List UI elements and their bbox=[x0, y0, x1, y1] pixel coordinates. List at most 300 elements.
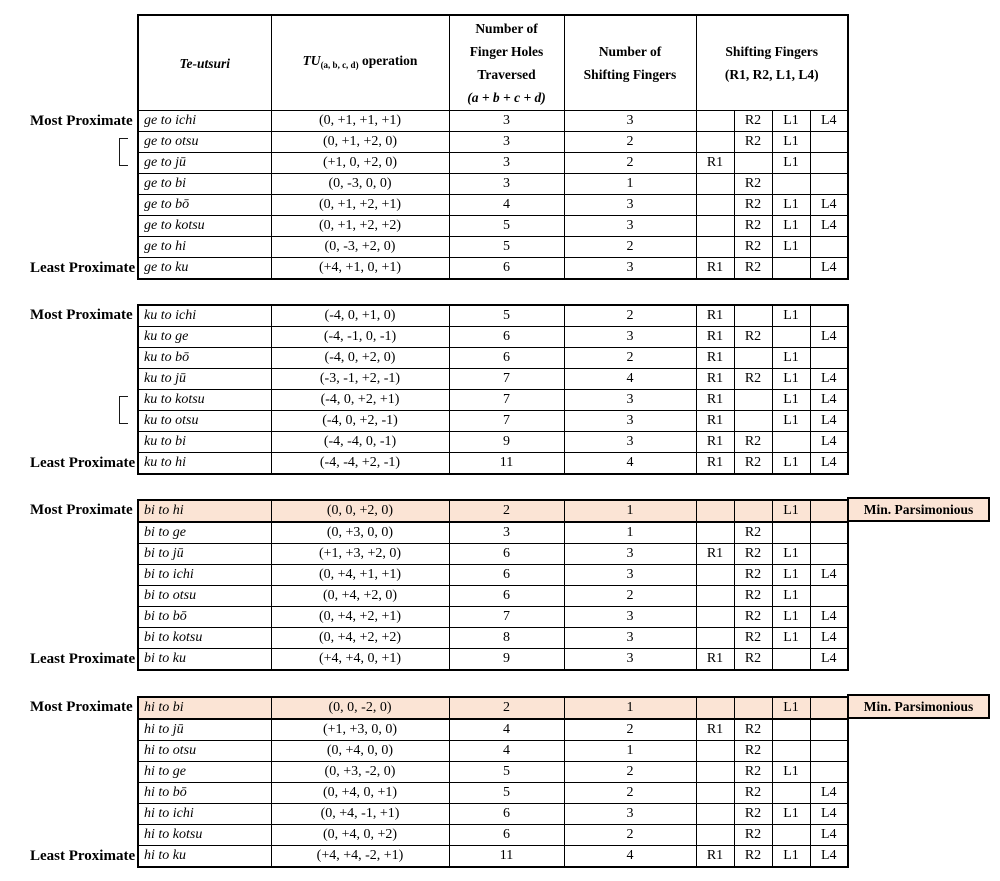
finger-l1-cell: L1 bbox=[772, 369, 810, 390]
col-header-te-utsuri: Te-utsuri bbox=[138, 15, 271, 111]
finger-l1-cell bbox=[772, 783, 810, 804]
finger-r2-cell: R2 bbox=[734, 804, 772, 825]
col-header-tu-operation bbox=[271, 15, 449, 111]
tu-operation-cell: (+4, +4, 0, +1) bbox=[271, 649, 449, 671]
finger-r1-cell: R1 bbox=[696, 544, 734, 565]
transition-table-hi bbox=[0, 696, 1000, 868]
te-utsuri-cell: hi to bō bbox=[138, 783, 271, 804]
finger-r2-cell bbox=[734, 697, 772, 719]
holes-cell: 9 bbox=[449, 432, 564, 453]
holes-cell: 6 bbox=[449, 544, 564, 565]
table-row bbox=[138, 825, 848, 846]
finger-l1-cell: L1 bbox=[772, 762, 810, 783]
tu-operation-cell: (+1, 0, +2, 0) bbox=[271, 153, 449, 174]
tu-operation-cell: (+1, +3, 0, 0) bbox=[271, 719, 449, 741]
finger-l1-cell bbox=[772, 719, 810, 741]
holes-cell: 3 bbox=[449, 132, 564, 153]
tu-operation-cell: (-4, 0, +1, 0) bbox=[271, 305, 449, 327]
finger-r1-cell bbox=[696, 762, 734, 783]
finger-r1-cell bbox=[696, 586, 734, 607]
holes-cell: 4 bbox=[449, 195, 564, 216]
table-row bbox=[138, 628, 848, 649]
col-header-holes-traversed bbox=[449, 15, 564, 111]
finger-r2-cell bbox=[734, 305, 772, 327]
finger-count-cell: 2 bbox=[564, 719, 696, 741]
header-line: (R1, R2, L1, L4) bbox=[724, 67, 819, 82]
col-header-shifting-count bbox=[564, 15, 696, 111]
finger-l4-cell: L4 bbox=[810, 628, 848, 649]
holes-cell: 5 bbox=[449, 762, 564, 783]
te-utsuri-cell: ku to hi bbox=[138, 453, 271, 475]
te-utsuri-cell: bi to ge bbox=[138, 522, 271, 544]
finger-count-cell: 3 bbox=[564, 111, 696, 132]
table-row bbox=[138, 565, 848, 586]
tu-operation-cell: (+4, +4, -2, +1) bbox=[271, 846, 449, 868]
finger-r1-cell: R1 bbox=[696, 348, 734, 369]
finger-l4-cell bbox=[810, 697, 848, 719]
te-utsuri-cell: bi to otsu bbox=[138, 586, 271, 607]
table-row bbox=[138, 153, 848, 174]
tu-operation-cell: (-4, -4, +2, -1) bbox=[271, 453, 449, 475]
finger-r2-cell: R2 bbox=[734, 607, 772, 628]
finger-r1-cell: R1 bbox=[696, 432, 734, 453]
finger-r1-cell bbox=[696, 628, 734, 649]
table-row bbox=[138, 390, 848, 411]
finger-r1-cell bbox=[696, 216, 734, 237]
header-line: Number of bbox=[475, 21, 538, 36]
finger-count-cell: 2 bbox=[564, 237, 696, 258]
finger-l1-cell: L1 bbox=[772, 544, 810, 565]
tu-operation-cell: (0, +1, +2, +2) bbox=[271, 216, 449, 237]
finger-l4-cell: L4 bbox=[810, 411, 848, 432]
finger-r2-cell: R2 bbox=[734, 174, 772, 195]
finger-count-cell: 3 bbox=[564, 628, 696, 649]
finger-r1-cell bbox=[696, 783, 734, 804]
te-utsuri-cell: hi to kotsu bbox=[138, 825, 271, 846]
finger-count-cell: 2 bbox=[564, 783, 696, 804]
finger-r1-cell: R1 bbox=[696, 453, 734, 475]
finger-r2-cell: R2 bbox=[734, 586, 772, 607]
finger-l4-cell: L4 bbox=[810, 258, 848, 280]
tu-operation-cell: (0, 0, -2, 0) bbox=[271, 697, 449, 719]
holes-cell: 6 bbox=[449, 804, 564, 825]
finger-l4-cell bbox=[810, 500, 848, 522]
finger-count-cell: 3 bbox=[564, 432, 696, 453]
table-row bbox=[138, 783, 848, 804]
finger-l1-cell bbox=[772, 327, 810, 348]
finger-l1-cell: L1 bbox=[772, 132, 810, 153]
finger-r1-cell bbox=[696, 565, 734, 586]
te-utsuri-cell: hi to ge bbox=[138, 762, 271, 783]
table-row bbox=[138, 607, 848, 628]
finger-r2-cell bbox=[734, 348, 772, 369]
te-utsuri-cell: hi to otsu bbox=[138, 741, 271, 762]
finger-l4-cell: L4 bbox=[810, 111, 848, 132]
table-row bbox=[138, 411, 848, 432]
finger-l1-cell bbox=[772, 258, 810, 280]
tu-operation-cell: (0, -3, 0, 0) bbox=[271, 174, 449, 195]
te-utsuri-cell: bi to bō bbox=[138, 607, 271, 628]
finger-count-cell: 3 bbox=[564, 649, 696, 671]
finger-r2-cell: R2 bbox=[734, 111, 772, 132]
finger-l1-cell bbox=[772, 522, 810, 544]
tu-operation-cell: (0, -3, +2, 0) bbox=[271, 237, 449, 258]
te-utsuri-cell: ku to kotsu bbox=[138, 390, 271, 411]
finger-count-cell: 2 bbox=[564, 348, 696, 369]
transition-table-bi bbox=[0, 499, 1000, 671]
finger-l1-cell: L1 bbox=[772, 586, 810, 607]
finger-l4-cell bbox=[810, 719, 848, 741]
finger-r1-cell: R1 bbox=[696, 153, 734, 174]
group-bracket bbox=[119, 396, 128, 424]
finger-l1-cell: L1 bbox=[772, 237, 810, 258]
finger-r2-cell bbox=[734, 390, 772, 411]
finger-l4-cell bbox=[810, 348, 848, 369]
te-utsuri-cell: ku to otsu bbox=[138, 411, 271, 432]
table-row bbox=[138, 586, 848, 607]
holes-cell: 7 bbox=[449, 369, 564, 390]
header-line: Finger Holes bbox=[469, 44, 544, 59]
finger-r1-cell bbox=[696, 500, 734, 522]
finger-l4-cell bbox=[810, 586, 848, 607]
finger-count-cell: 2 bbox=[564, 305, 696, 327]
table-row bbox=[138, 111, 848, 132]
holes-cell: 8 bbox=[449, 628, 564, 649]
finger-l1-cell bbox=[772, 432, 810, 453]
tu-operation-cell: (-3, -1, +2, -1) bbox=[271, 369, 449, 390]
finger-r2-cell bbox=[734, 411, 772, 432]
table-row bbox=[138, 649, 848, 671]
least-proximate-label: Least Proximate bbox=[30, 651, 136, 667]
table-row bbox=[138, 216, 848, 237]
tu-operation-cell: (-4, 0, +2, +1) bbox=[271, 390, 449, 411]
te-utsuri-cell: hi to ichi bbox=[138, 804, 271, 825]
data-table bbox=[137, 499, 849, 671]
finger-r1-cell: R1 bbox=[696, 846, 734, 868]
transition-table-ge bbox=[0, 14, 1000, 280]
finger-r2-cell: R2 bbox=[734, 195, 772, 216]
data-table bbox=[137, 304, 849, 475]
finger-count-cell: 3 bbox=[564, 607, 696, 628]
finger-r2-cell: R2 bbox=[734, 628, 772, 649]
finger-r2-cell bbox=[734, 500, 772, 522]
finger-count-cell: 1 bbox=[564, 174, 696, 195]
finger-l4-cell bbox=[810, 522, 848, 544]
finger-r1-cell bbox=[696, 111, 734, 132]
finger-r2-cell: R2 bbox=[734, 741, 772, 762]
finger-r2-cell: R2 bbox=[734, 327, 772, 348]
finger-r1-cell: R1 bbox=[696, 390, 734, 411]
finger-r1-cell bbox=[696, 804, 734, 825]
holes-cell: 7 bbox=[449, 607, 564, 628]
tu-operation-cell: (-4, 0, +2, 0) bbox=[271, 348, 449, 369]
te-utsuri-cell: bi to hi bbox=[138, 500, 271, 522]
finger-l1-cell: L1 bbox=[772, 500, 810, 522]
header-line: Traversed bbox=[477, 67, 536, 82]
finger-r2-cell: R2 bbox=[734, 453, 772, 475]
data-table bbox=[137, 696, 849, 868]
finger-r1-cell bbox=[696, 195, 734, 216]
table-row bbox=[138, 174, 848, 195]
te-utsuri-cell: ku to ge bbox=[138, 327, 271, 348]
finger-count-cell: 1 bbox=[564, 741, 696, 762]
holes-cell: 4 bbox=[449, 741, 564, 762]
header-line: Shifting Fingers bbox=[725, 44, 819, 59]
te-utsuri-cell: hi to bi bbox=[138, 697, 271, 719]
holes-cell: 5 bbox=[449, 783, 564, 804]
tu-operation-cell: (0, +4, +1, +1) bbox=[271, 565, 449, 586]
te-utsuri-cell: bi to kotsu bbox=[138, 628, 271, 649]
tu-operation-cell: (0, +4, +2, 0) bbox=[271, 586, 449, 607]
finger-l1-cell: L1 bbox=[772, 305, 810, 327]
finger-count-cell: 3 bbox=[564, 327, 696, 348]
data-table bbox=[137, 14, 849, 280]
finger-l4-cell: L4 bbox=[810, 195, 848, 216]
finger-l4-cell: L4 bbox=[810, 327, 848, 348]
table-row bbox=[138, 305, 848, 327]
finger-count-cell: 3 bbox=[564, 544, 696, 565]
finger-l4-cell: L4 bbox=[810, 804, 848, 825]
finger-l1-cell: L1 bbox=[772, 111, 810, 132]
finger-l1-cell: L1 bbox=[772, 216, 810, 237]
te-utsuri-cell: ku to ichi bbox=[138, 305, 271, 327]
finger-count-cell: 1 bbox=[564, 500, 696, 522]
te-utsuri-cell: ge to hi bbox=[138, 237, 271, 258]
tu-operation-cell: (0, +1, +2, +1) bbox=[271, 195, 449, 216]
least-proximate-label: Least Proximate bbox=[30, 260, 136, 276]
finger-r1-cell bbox=[696, 132, 734, 153]
tu-operation-cell: (-4, -4, 0, -1) bbox=[271, 432, 449, 453]
header-row bbox=[138, 15, 848, 111]
finger-r2-cell: R2 bbox=[734, 258, 772, 280]
finger-count-cell: 4 bbox=[564, 369, 696, 390]
tu-operation-cell: (0, +1, +1, +1) bbox=[271, 111, 449, 132]
finger-r2-cell bbox=[734, 153, 772, 174]
finger-count-cell: 4 bbox=[564, 453, 696, 475]
tu-symbol: TU bbox=[302, 52, 321, 68]
finger-r1-cell: R1 bbox=[696, 327, 734, 348]
finger-r2-cell: R2 bbox=[734, 216, 772, 237]
finger-l1-cell: L1 bbox=[772, 153, 810, 174]
holes-cell: 5 bbox=[449, 216, 564, 237]
tu-operation-cell: (0, +4, -1, +1) bbox=[271, 804, 449, 825]
te-utsuri-cell: hi to ku bbox=[138, 846, 271, 868]
finger-l4-cell bbox=[810, 237, 848, 258]
tu-operation-cell: (0, +4, +2, +1) bbox=[271, 607, 449, 628]
finger-r1-cell bbox=[696, 741, 734, 762]
finger-r2-cell: R2 bbox=[734, 132, 772, 153]
least-proximate-label: Least Proximate bbox=[30, 848, 136, 864]
te-utsuri-cell: ge to otsu bbox=[138, 132, 271, 153]
finger-l4-cell bbox=[810, 153, 848, 174]
finger-l1-cell bbox=[772, 649, 810, 671]
min-parsimonious-badge: Min. Parsimonious bbox=[847, 497, 990, 522]
finger-r1-cell: R1 bbox=[696, 305, 734, 327]
te-utsuri-cell: ku to jū bbox=[138, 369, 271, 390]
finger-r1-cell bbox=[696, 607, 734, 628]
finger-count-cell: 1 bbox=[564, 697, 696, 719]
table-row bbox=[138, 697, 848, 719]
finger-r2-cell: R2 bbox=[734, 783, 772, 804]
header-line: Number of bbox=[598, 44, 662, 59]
most-proximate-label: Most Proximate bbox=[30, 699, 133, 715]
group-bracket bbox=[119, 138, 128, 166]
te-utsuri-cell: bi to jū bbox=[138, 544, 271, 565]
tu-operation-cell: (0, +4, +2, +2) bbox=[271, 628, 449, 649]
te-utsuri-cell: ku to bō bbox=[138, 348, 271, 369]
finger-l1-cell bbox=[772, 825, 810, 846]
table-row bbox=[138, 544, 848, 565]
table-row bbox=[138, 453, 848, 475]
finger-r2-cell: R2 bbox=[734, 846, 772, 868]
table-row bbox=[138, 348, 848, 369]
table-row bbox=[138, 741, 848, 762]
holes-cell: 6 bbox=[449, 586, 564, 607]
finger-l4-cell: L4 bbox=[810, 369, 848, 390]
finger-l4-cell: L4 bbox=[810, 825, 848, 846]
finger-r2-cell: R2 bbox=[734, 825, 772, 846]
finger-r2-cell: R2 bbox=[734, 369, 772, 390]
table-row bbox=[138, 846, 848, 868]
most-proximate-label: Most Proximate bbox=[30, 307, 133, 323]
holes-cell: 3 bbox=[449, 111, 564, 132]
holes-cell: 4 bbox=[449, 719, 564, 741]
tu-operation-cell: (+4, +1, 0, +1) bbox=[271, 258, 449, 280]
finger-l1-cell: L1 bbox=[772, 195, 810, 216]
finger-l4-cell bbox=[810, 544, 848, 565]
finger-r2-cell: R2 bbox=[734, 237, 772, 258]
tu-operation-cell: (-4, -1, 0, -1) bbox=[271, 327, 449, 348]
te-utsuri-cell: bi to ku bbox=[138, 649, 271, 671]
finger-r2-cell: R2 bbox=[734, 565, 772, 586]
table-row bbox=[138, 132, 848, 153]
holes-cell: 6 bbox=[449, 327, 564, 348]
finger-l4-cell bbox=[810, 741, 848, 762]
finger-l4-cell: L4 bbox=[810, 783, 848, 804]
finger-l4-cell: L4 bbox=[810, 453, 848, 475]
finger-count-cell: 3 bbox=[564, 258, 696, 280]
finger-l1-cell bbox=[772, 174, 810, 195]
tu-operation-cell: (0, 0, +2, 0) bbox=[271, 500, 449, 522]
te-utsuri-cell: ge to ichi bbox=[138, 111, 271, 132]
holes-cell: 6 bbox=[449, 348, 564, 369]
holes-cell: 3 bbox=[449, 522, 564, 544]
tu-operation-cell: (0, +3, -2, 0) bbox=[271, 762, 449, 783]
transition-table-ku bbox=[0, 304, 1000, 475]
finger-count-cell: 2 bbox=[564, 825, 696, 846]
min-parsimonious-badge: Min. Parsimonious bbox=[847, 694, 990, 719]
finger-r1-cell: R1 bbox=[696, 649, 734, 671]
finger-l4-cell: L4 bbox=[810, 390, 848, 411]
finger-r2-cell: R2 bbox=[734, 432, 772, 453]
te-utsuri-cell: ge to bō bbox=[138, 195, 271, 216]
header-formula: (a + b + c + d) bbox=[467, 90, 546, 105]
finger-count-cell: 1 bbox=[564, 522, 696, 544]
finger-r1-cell bbox=[696, 697, 734, 719]
holes-cell: 2 bbox=[449, 697, 564, 719]
finger-l4-cell: L4 bbox=[810, 432, 848, 453]
finger-r1-cell bbox=[696, 522, 734, 544]
tu-operation-word: operation bbox=[361, 52, 418, 68]
finger-l1-cell: L1 bbox=[772, 697, 810, 719]
holes-cell: 11 bbox=[449, 453, 564, 475]
table-row bbox=[138, 522, 848, 544]
finger-l1-cell: L1 bbox=[772, 607, 810, 628]
holes-cell: 6 bbox=[449, 258, 564, 280]
tu-operation-cell: (-4, 0, +2, -1) bbox=[271, 411, 449, 432]
finger-r1-cell: R1 bbox=[696, 719, 734, 741]
finger-count-cell: 2 bbox=[564, 153, 696, 174]
table-row bbox=[138, 258, 848, 280]
finger-count-cell: 3 bbox=[564, 565, 696, 586]
finger-l1-cell: L1 bbox=[772, 628, 810, 649]
finger-r2-cell: R2 bbox=[734, 544, 772, 565]
finger-l4-cell: L4 bbox=[810, 607, 848, 628]
finger-r1-cell bbox=[696, 825, 734, 846]
finger-r2-cell: R2 bbox=[734, 762, 772, 783]
finger-count-cell: 3 bbox=[564, 390, 696, 411]
most-proximate-label: Most Proximate bbox=[30, 113, 133, 129]
holes-cell: 3 bbox=[449, 153, 564, 174]
finger-count-cell: 3 bbox=[564, 411, 696, 432]
holes-cell: 7 bbox=[449, 390, 564, 411]
finger-l4-cell: L4 bbox=[810, 846, 848, 868]
tu-operation-cell: (0, +4, 0, +1) bbox=[271, 783, 449, 804]
holes-cell: 6 bbox=[449, 565, 564, 586]
finger-count-cell: 3 bbox=[564, 195, 696, 216]
holes-cell: 2 bbox=[449, 500, 564, 522]
finger-count-cell: 3 bbox=[564, 216, 696, 237]
finger-l4-cell bbox=[810, 305, 848, 327]
finger-r1-cell bbox=[696, 237, 734, 258]
tu-operation-cell: (+1, +3, +2, 0) bbox=[271, 544, 449, 565]
holes-cell: 11 bbox=[449, 846, 564, 868]
finger-r1-cell: R1 bbox=[696, 411, 734, 432]
finger-r1-cell bbox=[696, 174, 734, 195]
te-utsuri-cell: hi to jū bbox=[138, 719, 271, 741]
finger-count-cell: 2 bbox=[564, 762, 696, 783]
tu-operation-cell: (0, +4, 0, +2) bbox=[271, 825, 449, 846]
table-row bbox=[138, 327, 848, 348]
finger-r2-cell: R2 bbox=[734, 522, 772, 544]
holes-cell: 9 bbox=[449, 649, 564, 671]
finger-l1-cell: L1 bbox=[772, 390, 810, 411]
finger-l4-cell bbox=[810, 762, 848, 783]
finger-count-cell: 3 bbox=[564, 804, 696, 825]
finger-r2-cell: R2 bbox=[734, 649, 772, 671]
table-row bbox=[138, 369, 848, 390]
finger-l4-cell: L4 bbox=[810, 565, 848, 586]
holes-cell: 5 bbox=[449, 237, 564, 258]
finger-l1-cell bbox=[772, 741, 810, 762]
finger-l4-cell bbox=[810, 132, 848, 153]
table-row bbox=[138, 762, 848, 783]
finger-l4-cell bbox=[810, 174, 848, 195]
table-row bbox=[138, 237, 848, 258]
col-header-shifting-fingers bbox=[696, 15, 848, 111]
least-proximate-label: Least Proximate bbox=[30, 455, 136, 471]
header-line: Shifting Fingers bbox=[583, 67, 677, 82]
finger-l1-cell: L1 bbox=[772, 453, 810, 475]
finger-count-cell: 2 bbox=[564, 586, 696, 607]
te-utsuri-cell: ge to jū bbox=[138, 153, 271, 174]
finger-count-cell: 4 bbox=[564, 846, 696, 868]
finger-l1-cell: L1 bbox=[772, 348, 810, 369]
finger-l1-cell: L1 bbox=[772, 411, 810, 432]
finger-l1-cell: L1 bbox=[772, 846, 810, 868]
table-row bbox=[138, 719, 848, 741]
tu-operation-cell: (0, +1, +2, 0) bbox=[271, 132, 449, 153]
